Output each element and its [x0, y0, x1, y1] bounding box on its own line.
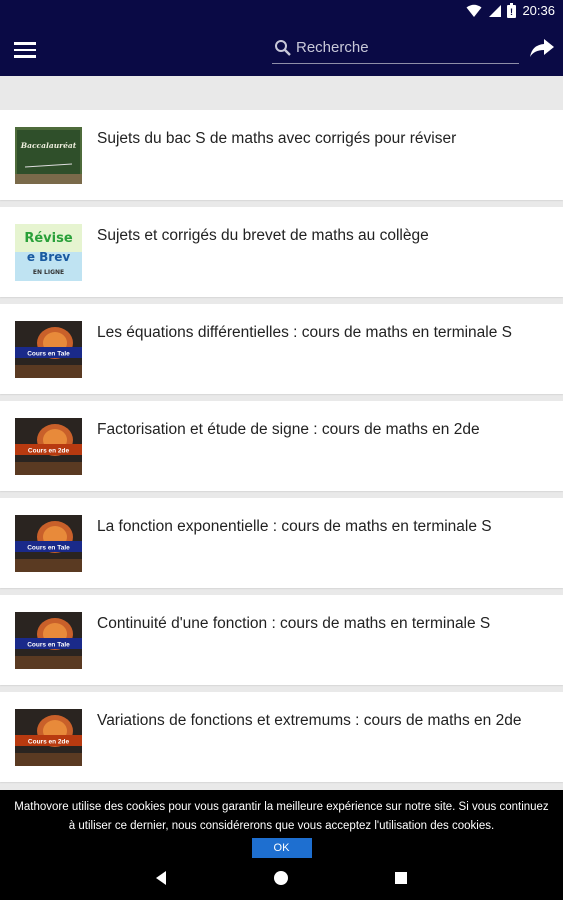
article-title: Factorisation et étude de signe : cours de maths en 2de: [97, 421, 480, 438]
article-thumbnail: [15, 709, 82, 766]
article-title: Variations de fonctions et extremums : cours de maths en 2de: [97, 712, 522, 729]
list-item[interactable]: [0, 304, 563, 394]
back-icon[interactable]: [154, 870, 168, 890]
list-item[interactable]: [0, 498, 563, 588]
search-box[interactable]: [272, 32, 519, 64]
article-title: Continuité d'une fonction : cours de maths en terminale S: [97, 615, 491, 632]
list-item[interactable]: [0, 207, 563, 297]
article-thumbnail: [15, 127, 82, 184]
article-title: Sujets et corrigés du brevet de maths au collège: [97, 227, 429, 244]
article-title: Sujets du bac S de maths avec corrigés pour réviser: [97, 130, 457, 147]
article-thumbnail: [15, 612, 82, 669]
cookie-ok-button[interactable]: OK: [252, 838, 312, 858]
thumb-text: Cours en 2de: [27, 738, 70, 746]
list-item[interactable]: [0, 595, 563, 685]
article-list: [0, 76, 563, 790]
thumb-text: Cours en Tale: [27, 641, 70, 649]
list-item[interactable]: [0, 401, 563, 491]
thumb-text: Cours en 2de: [27, 447, 70, 455]
battery-icon: [507, 3, 516, 18]
thumb-subtext: EN LIGNE: [32, 269, 65, 276]
svg-text:!: !: [510, 7, 514, 17]
article-thumbnail: [15, 224, 82, 281]
thumb-text: Baccalauréat: [20, 141, 77, 150]
wifi-icon: [466, 4, 482, 18]
svg-text:Révise: Révise: [24, 231, 73, 246]
app-bar: [0, 24, 563, 76]
article-title: Les équations différentielles : cours de maths en terminale S: [97, 324, 513, 341]
svg-text:e Brev: e Brev: [26, 250, 71, 264]
status-bar: [0, 0, 563, 24]
recents-icon[interactable]: [394, 870, 408, 890]
home-icon[interactable]: [273, 870, 289, 890]
cellular-icon: [488, 4, 501, 18]
cookie-text: Mathovore utilise des cookies pour vous garantir la meilleure expérience sur notre site. Si vous continuez à utiliser ce dernier, nous considérerons que vous acceptez l'utilisation des cookies.: [14, 801, 549, 832]
list-item[interactable]: [0, 692, 563, 782]
navigation-bar: [0, 858, 563, 900]
list-item[interactable]: [0, 110, 563, 200]
thumb-text: Cours en Tale: [27, 544, 70, 552]
article-title: La fonction exponentielle : cours de maths en terminale S: [97, 518, 492, 535]
hamburger-menu-icon[interactable]: [12, 38, 38, 62]
article-thumbnail: [15, 321, 82, 378]
search-icon: [274, 39, 292, 57]
thumb-text: Cours en Tale: [27, 350, 70, 358]
status-time: 20:36: [522, 3, 555, 18]
cookie-banner: [0, 790, 563, 858]
search-input[interactable]: [296, 39, 516, 56]
status-icons: [466, 3, 555, 18]
article-thumbnail: [15, 515, 82, 572]
share-arrow-icon[interactable]: [529, 37, 555, 61]
article-thumbnail: [15, 418, 82, 475]
